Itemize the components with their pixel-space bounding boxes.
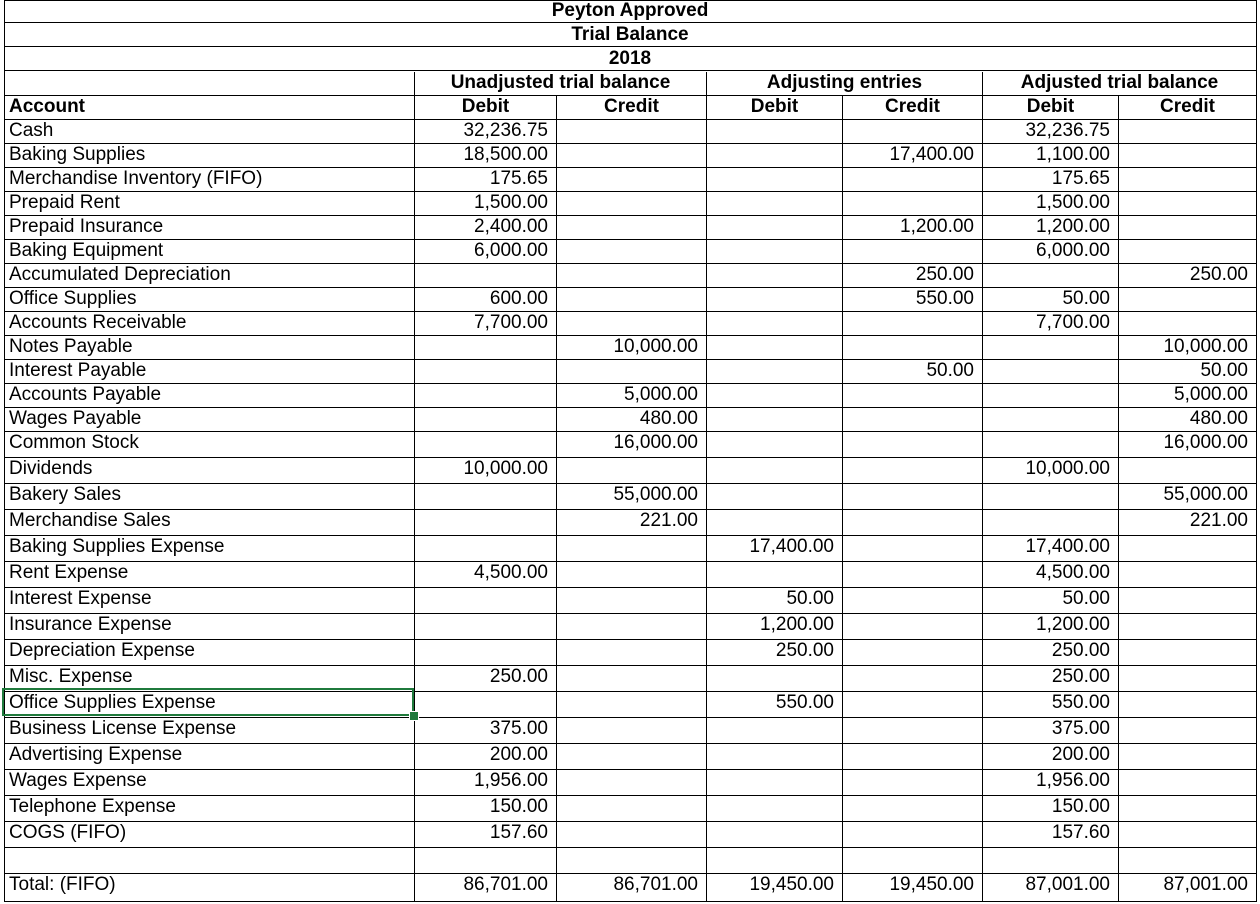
- col-account[interactable]: Account: [4, 96, 414, 120]
- amount-cell[interactable]: [706, 484, 842, 510]
- amount-cell[interactable]: [414, 264, 556, 288]
- amount-cell[interactable]: [1118, 848, 1256, 874]
- amount-cell[interactable]: 17,400.00: [842, 144, 982, 168]
- amount-cell[interactable]: 19,450.00: [842, 874, 982, 902]
- amount-cell[interactable]: [1118, 216, 1256, 240]
- amount-cell[interactable]: [982, 264, 1118, 288]
- amount-cell[interactable]: [556, 692, 706, 718]
- amount-cell[interactable]: [414, 588, 556, 614]
- account-name-cell[interactable]: Accounts Receivable: [4, 312, 414, 336]
- amount-cell[interactable]: [414, 510, 556, 536]
- amount-cell[interactable]: [414, 614, 556, 640]
- account-name-cell[interactable]: Baking Supplies Expense: [4, 536, 414, 562]
- amount-cell[interactable]: [982, 510, 1118, 536]
- amount-cell[interactable]: [842, 192, 982, 216]
- amount-cell[interactable]: [414, 432, 556, 458]
- amount-cell[interactable]: 250.00: [982, 666, 1118, 692]
- amount-cell[interactable]: 50.00: [982, 588, 1118, 614]
- amount-cell[interactable]: [706, 848, 842, 874]
- amount-cell[interactable]: [556, 718, 706, 744]
- col-unadj-debit[interactable]: Debit: [414, 96, 556, 120]
- amount-cell[interactable]: [1118, 120, 1256, 144]
- amount-cell[interactable]: 16,000.00: [556, 432, 706, 458]
- amount-cell[interactable]: [556, 192, 706, 216]
- amount-cell[interactable]: [1118, 692, 1256, 718]
- amount-cell[interactable]: 2,400.00: [414, 216, 556, 240]
- amount-cell[interactable]: [1118, 168, 1256, 192]
- amount-cell[interactable]: [842, 336, 982, 360]
- amount-cell[interactable]: [1118, 288, 1256, 312]
- account-name-cell[interactable]: [4, 848, 414, 874]
- amount-cell[interactable]: 150.00: [414, 796, 556, 822]
- amount-cell[interactable]: [982, 384, 1118, 408]
- amount-cell[interactable]: 250.00: [982, 640, 1118, 666]
- amount-cell[interactable]: [556, 288, 706, 312]
- col-adjusted-debit[interactable]: Debit: [982, 96, 1118, 120]
- amount-cell[interactable]: 32,236.75: [414, 120, 556, 144]
- amount-cell[interactable]: 1,956.00: [982, 770, 1118, 796]
- amount-cell[interactable]: 250.00: [414, 666, 556, 692]
- amount-cell[interactable]: 375.00: [414, 718, 556, 744]
- amount-cell[interactable]: 221.00: [556, 510, 706, 536]
- account-name-cell[interactable]: COGS (FIFO): [4, 822, 414, 848]
- amount-cell[interactable]: [842, 796, 982, 822]
- amount-cell[interactable]: [414, 640, 556, 666]
- amount-cell[interactable]: [706, 120, 842, 144]
- account-name-cell[interactable]: Dividends: [4, 458, 414, 484]
- amount-cell[interactable]: 19,450.00: [706, 874, 842, 902]
- amount-cell[interactable]: [842, 614, 982, 640]
- amount-cell[interactable]: [706, 168, 842, 192]
- amount-cell[interactable]: 55,000.00: [1118, 484, 1256, 510]
- amount-cell[interactable]: 4,500.00: [414, 562, 556, 588]
- amount-cell[interactable]: 10,000.00: [982, 458, 1118, 484]
- amount-cell[interactable]: [556, 360, 706, 384]
- amount-cell[interactable]: [414, 360, 556, 384]
- amount-cell[interactable]: [842, 458, 982, 484]
- account-name-cell[interactable]: Accumulated Depreciation: [4, 264, 414, 288]
- amount-cell[interactable]: [842, 120, 982, 144]
- amount-cell[interactable]: [706, 312, 842, 336]
- amount-cell[interactable]: 250.00: [1118, 264, 1256, 288]
- amount-cell[interactable]: 7,700.00: [414, 312, 556, 336]
- account-name-cell[interactable]: Interest Expense: [4, 588, 414, 614]
- report-title: Trial Balance: [4, 24, 1256, 47]
- amount-cell[interactable]: 87,001.00: [982, 874, 1118, 902]
- amount-cell[interactable]: 480.00: [1118, 408, 1256, 432]
- amount-cell[interactable]: 32,236.75: [982, 120, 1118, 144]
- amount-cell[interactable]: [1118, 614, 1256, 640]
- amount-cell[interactable]: 16,000.00: [1118, 432, 1256, 458]
- amount-cell[interactable]: [842, 168, 982, 192]
- amount-cell[interactable]: [842, 484, 982, 510]
- amount-cell[interactable]: 50.00: [982, 288, 1118, 312]
- amount-cell[interactable]: [842, 718, 982, 744]
- amount-cell[interactable]: [982, 360, 1118, 384]
- amount-cell[interactable]: [706, 718, 842, 744]
- company-name: Peyton Approved: [4, 0, 1256, 23]
- amount-cell[interactable]: 86,701.00: [556, 874, 706, 902]
- amount-cell[interactable]: [842, 510, 982, 536]
- amount-cell[interactable]: [842, 240, 982, 264]
- amount-cell[interactable]: [982, 408, 1118, 432]
- account-name-cell[interactable]: Rent Expense: [4, 562, 414, 588]
- amount-cell[interactable]: [1118, 192, 1256, 216]
- amount-cell[interactable]: [706, 144, 842, 168]
- amount-cell[interactable]: [982, 432, 1118, 458]
- account-name-cell[interactable]: Baking Equipment: [4, 240, 414, 264]
- amount-cell[interactable]: 50.00: [1118, 360, 1256, 384]
- amount-cell[interactable]: [414, 848, 556, 874]
- amount-cell[interactable]: [842, 640, 982, 666]
- col-unadj-credit[interactable]: Credit: [556, 96, 706, 120]
- amount-cell[interactable]: [556, 144, 706, 168]
- amount-cell[interactable]: 150.00: [982, 796, 1118, 822]
- amount-cell[interactable]: [706, 360, 842, 384]
- amount-cell[interactable]: 1,500.00: [982, 192, 1118, 216]
- amount-cell[interactable]: 480.00: [556, 408, 706, 432]
- amount-cell[interactable]: [842, 692, 982, 718]
- col-adj-entries-debit[interactable]: Debit: [706, 96, 842, 120]
- amount-cell[interactable]: [706, 796, 842, 822]
- amount-cell[interactable]: [556, 744, 706, 770]
- amount-cell[interactable]: 50.00: [842, 360, 982, 384]
- amount-cell[interactable]: [982, 336, 1118, 360]
- amount-cell[interactable]: [706, 384, 842, 408]
- account-name-cell[interactable]: Misc. Expense: [4, 666, 414, 692]
- amount-cell[interactable]: [1118, 796, 1256, 822]
- amount-cell[interactable]: 175.65: [982, 168, 1118, 192]
- amount-cell[interactable]: 10,000.00: [414, 458, 556, 484]
- amount-cell[interactable]: [556, 264, 706, 288]
- amount-cell[interactable]: [556, 168, 706, 192]
- amount-cell[interactable]: [842, 384, 982, 408]
- amount-cell[interactable]: 600.00: [414, 288, 556, 312]
- amount-cell[interactable]: [842, 408, 982, 432]
- amount-cell[interactable]: 550.00: [842, 288, 982, 312]
- amount-cell[interactable]: [1118, 458, 1256, 484]
- amount-cell[interactable]: 4,500.00: [982, 562, 1118, 588]
- amount-cell[interactable]: 87,001.00: [1118, 874, 1256, 902]
- amount-cell[interactable]: 1,100.00: [982, 144, 1118, 168]
- amount-cell[interactable]: 17,400.00: [706, 536, 842, 562]
- amount-cell[interactable]: [556, 770, 706, 796]
- amount-cell[interactable]: [556, 458, 706, 484]
- amount-cell[interactable]: [842, 666, 982, 692]
- report-year: 2018: [4, 48, 1256, 71]
- amount-cell[interactable]: 157.60: [982, 822, 1118, 848]
- amount-cell[interactable]: 1,956.00: [414, 770, 556, 796]
- amount-cell[interactable]: [706, 288, 842, 312]
- amount-cell[interactable]: 7,700.00: [982, 312, 1118, 336]
- amount-cell[interactable]: [706, 240, 842, 264]
- amount-cell[interactable]: [556, 666, 706, 692]
- amount-cell[interactable]: [556, 240, 706, 264]
- account-name-cell[interactable]: Baking Supplies: [4, 144, 414, 168]
- amount-cell[interactable]: [414, 536, 556, 562]
- amount-cell[interactable]: 550.00: [982, 692, 1118, 718]
- amount-cell[interactable]: 5,000.00: [556, 384, 706, 408]
- amount-cell[interactable]: [706, 216, 842, 240]
- amount-cell[interactable]: 200.00: [414, 744, 556, 770]
- amount-cell[interactable]: [556, 216, 706, 240]
- account-name-cell[interactable]: Merchandise Inventory (FIFO): [4, 168, 414, 192]
- amount-cell[interactable]: [1118, 144, 1256, 168]
- amount-cell[interactable]: [706, 744, 842, 770]
- amount-cell[interactable]: 5,000.00: [1118, 384, 1256, 408]
- account-name-cell[interactable]: Telephone Expense: [4, 796, 414, 822]
- amount-cell[interactable]: [1118, 312, 1256, 336]
- amount-cell[interactable]: [414, 336, 556, 360]
- account-name-cell[interactable]: Office Supplies: [4, 288, 414, 312]
- amount-cell[interactable]: [556, 562, 706, 588]
- amount-cell[interactable]: 175.65: [414, 168, 556, 192]
- amount-cell[interactable]: [1118, 536, 1256, 562]
- account-name-cell[interactable]: Notes Payable: [4, 336, 414, 360]
- group-adjusting: Adjusting entries: [706, 72, 982, 96]
- amount-cell[interactable]: [842, 562, 982, 588]
- group-unadjusted: Unadjusted trial balance: [414, 72, 706, 96]
- amount-cell[interactable]: [842, 588, 982, 614]
- group-header-blank: [4, 72, 414, 96]
- amount-cell[interactable]: 221.00: [1118, 510, 1256, 536]
- amount-cell[interactable]: 157.60: [414, 822, 556, 848]
- col-adj-entries-credit[interactable]: Credit: [842, 96, 982, 120]
- amount-cell[interactable]: [1118, 718, 1256, 744]
- amount-cell[interactable]: [842, 822, 982, 848]
- account-name-cell[interactable]: Cash: [4, 120, 414, 144]
- amount-cell[interactable]: [1118, 588, 1256, 614]
- amount-cell[interactable]: 86,701.00: [414, 874, 556, 902]
- amount-cell[interactable]: [556, 614, 706, 640]
- account-name-cell[interactable]: Advertising Expense: [4, 744, 414, 770]
- amount-cell[interactable]: [556, 796, 706, 822]
- account-name-cell[interactable]: Interest Payable: [4, 360, 414, 384]
- amount-cell[interactable]: [556, 822, 706, 848]
- amount-cell[interactable]: 10,000.00: [556, 336, 706, 360]
- amount-cell[interactable]: 55,000.00: [556, 484, 706, 510]
- amount-cell[interactable]: [842, 744, 982, 770]
- account-name-cell[interactable]: Total: (FIFO): [4, 874, 414, 902]
- account-name-cell[interactable]: Merchandise Sales: [4, 510, 414, 536]
- amount-cell[interactable]: [842, 848, 982, 874]
- account-name-cell[interactable]: Business License Expense: [4, 718, 414, 744]
- amount-cell[interactable]: [706, 510, 842, 536]
- amount-cell[interactable]: [842, 770, 982, 796]
- amount-cell[interactable]: [556, 640, 706, 666]
- amount-cell[interactable]: [556, 120, 706, 144]
- amount-cell[interactable]: [706, 264, 842, 288]
- amount-cell[interactable]: [1118, 240, 1256, 264]
- amount-cell[interactable]: 200.00: [982, 744, 1118, 770]
- amount-cell[interactable]: 1,500.00: [414, 192, 556, 216]
- amount-cell[interactable]: 50.00: [706, 588, 842, 614]
- group-adjusted: Adjusted trial balance: [982, 72, 1256, 96]
- amount-cell[interactable]: 6,000.00: [982, 240, 1118, 264]
- account-name-cell[interactable]: Accounts Payable: [4, 384, 414, 408]
- amount-cell[interactable]: [556, 312, 706, 336]
- amount-cell[interactable]: [706, 192, 842, 216]
- amount-cell[interactable]: [842, 312, 982, 336]
- amount-cell[interactable]: [414, 408, 556, 432]
- amount-cell[interactable]: [414, 692, 556, 718]
- amount-cell[interactable]: 6,000.00: [414, 240, 556, 264]
- amount-cell[interactable]: [706, 562, 842, 588]
- amount-cell[interactable]: 18,500.00: [414, 144, 556, 168]
- amount-cell[interactable]: [706, 770, 842, 796]
- amount-cell[interactable]: 250.00: [842, 264, 982, 288]
- account-name-cell[interactable]: Wages Payable: [4, 408, 414, 432]
- amount-cell[interactable]: [982, 848, 1118, 874]
- amount-cell[interactable]: [556, 588, 706, 614]
- amount-cell[interactable]: [414, 384, 556, 408]
- amount-cell[interactable]: [1118, 640, 1256, 666]
- amount-cell[interactable]: 550.00: [706, 692, 842, 718]
- account-name-cell[interactable]: Depreciation Expense: [4, 640, 414, 666]
- account-name-cell[interactable]: Prepaid Rent: [4, 192, 414, 216]
- amount-cell[interactable]: 375.00: [982, 718, 1118, 744]
- amount-cell[interactable]: 1,200.00: [706, 614, 842, 640]
- amount-cell[interactable]: [842, 536, 982, 562]
- amount-cell[interactable]: [556, 536, 706, 562]
- amount-cell[interactable]: 1,200.00: [982, 614, 1118, 640]
- account-name-cell[interactable]: Wages Expense: [4, 770, 414, 796]
- amount-cell[interactable]: [1118, 822, 1256, 848]
- col-adjusted-credit[interactable]: Credit: [1118, 96, 1256, 120]
- amount-cell[interactable]: [706, 408, 842, 432]
- amount-cell[interactable]: [842, 432, 982, 458]
- amount-cell[interactable]: [1118, 770, 1256, 796]
- amount-cell[interactable]: [1118, 666, 1256, 692]
- amount-cell[interactable]: [1118, 744, 1256, 770]
- amount-cell[interactable]: [414, 484, 556, 510]
- amount-cell[interactable]: 250.00: [706, 640, 842, 666]
- amount-cell[interactable]: [982, 484, 1118, 510]
- amount-cell[interactable]: [706, 666, 842, 692]
- amount-cell[interactable]: 17,400.00: [982, 536, 1118, 562]
- amount-cell[interactable]: 10,000.00: [1118, 336, 1256, 360]
- account-name-cell[interactable]: Bakery Sales: [4, 484, 414, 510]
- account-name-cell[interactable]: Insurance Expense: [4, 614, 414, 640]
- amount-cell[interactable]: 1,200.00: [842, 216, 982, 240]
- amount-cell[interactable]: 1,200.00: [982, 216, 1118, 240]
- account-name-cell[interactable]: Common Stock: [4, 432, 414, 458]
- account-name-cell[interactable]: Office Supplies Expense: [4, 692, 414, 718]
- amount-cell[interactable]: [706, 458, 842, 484]
- amount-cell[interactable]: [706, 336, 842, 360]
- amount-cell[interactable]: [556, 848, 706, 874]
- amount-cell[interactable]: [1118, 562, 1256, 588]
- amount-cell[interactable]: [706, 822, 842, 848]
- account-name-cell[interactable]: Prepaid Insurance: [4, 216, 414, 240]
- amount-cell[interactable]: [706, 432, 842, 458]
